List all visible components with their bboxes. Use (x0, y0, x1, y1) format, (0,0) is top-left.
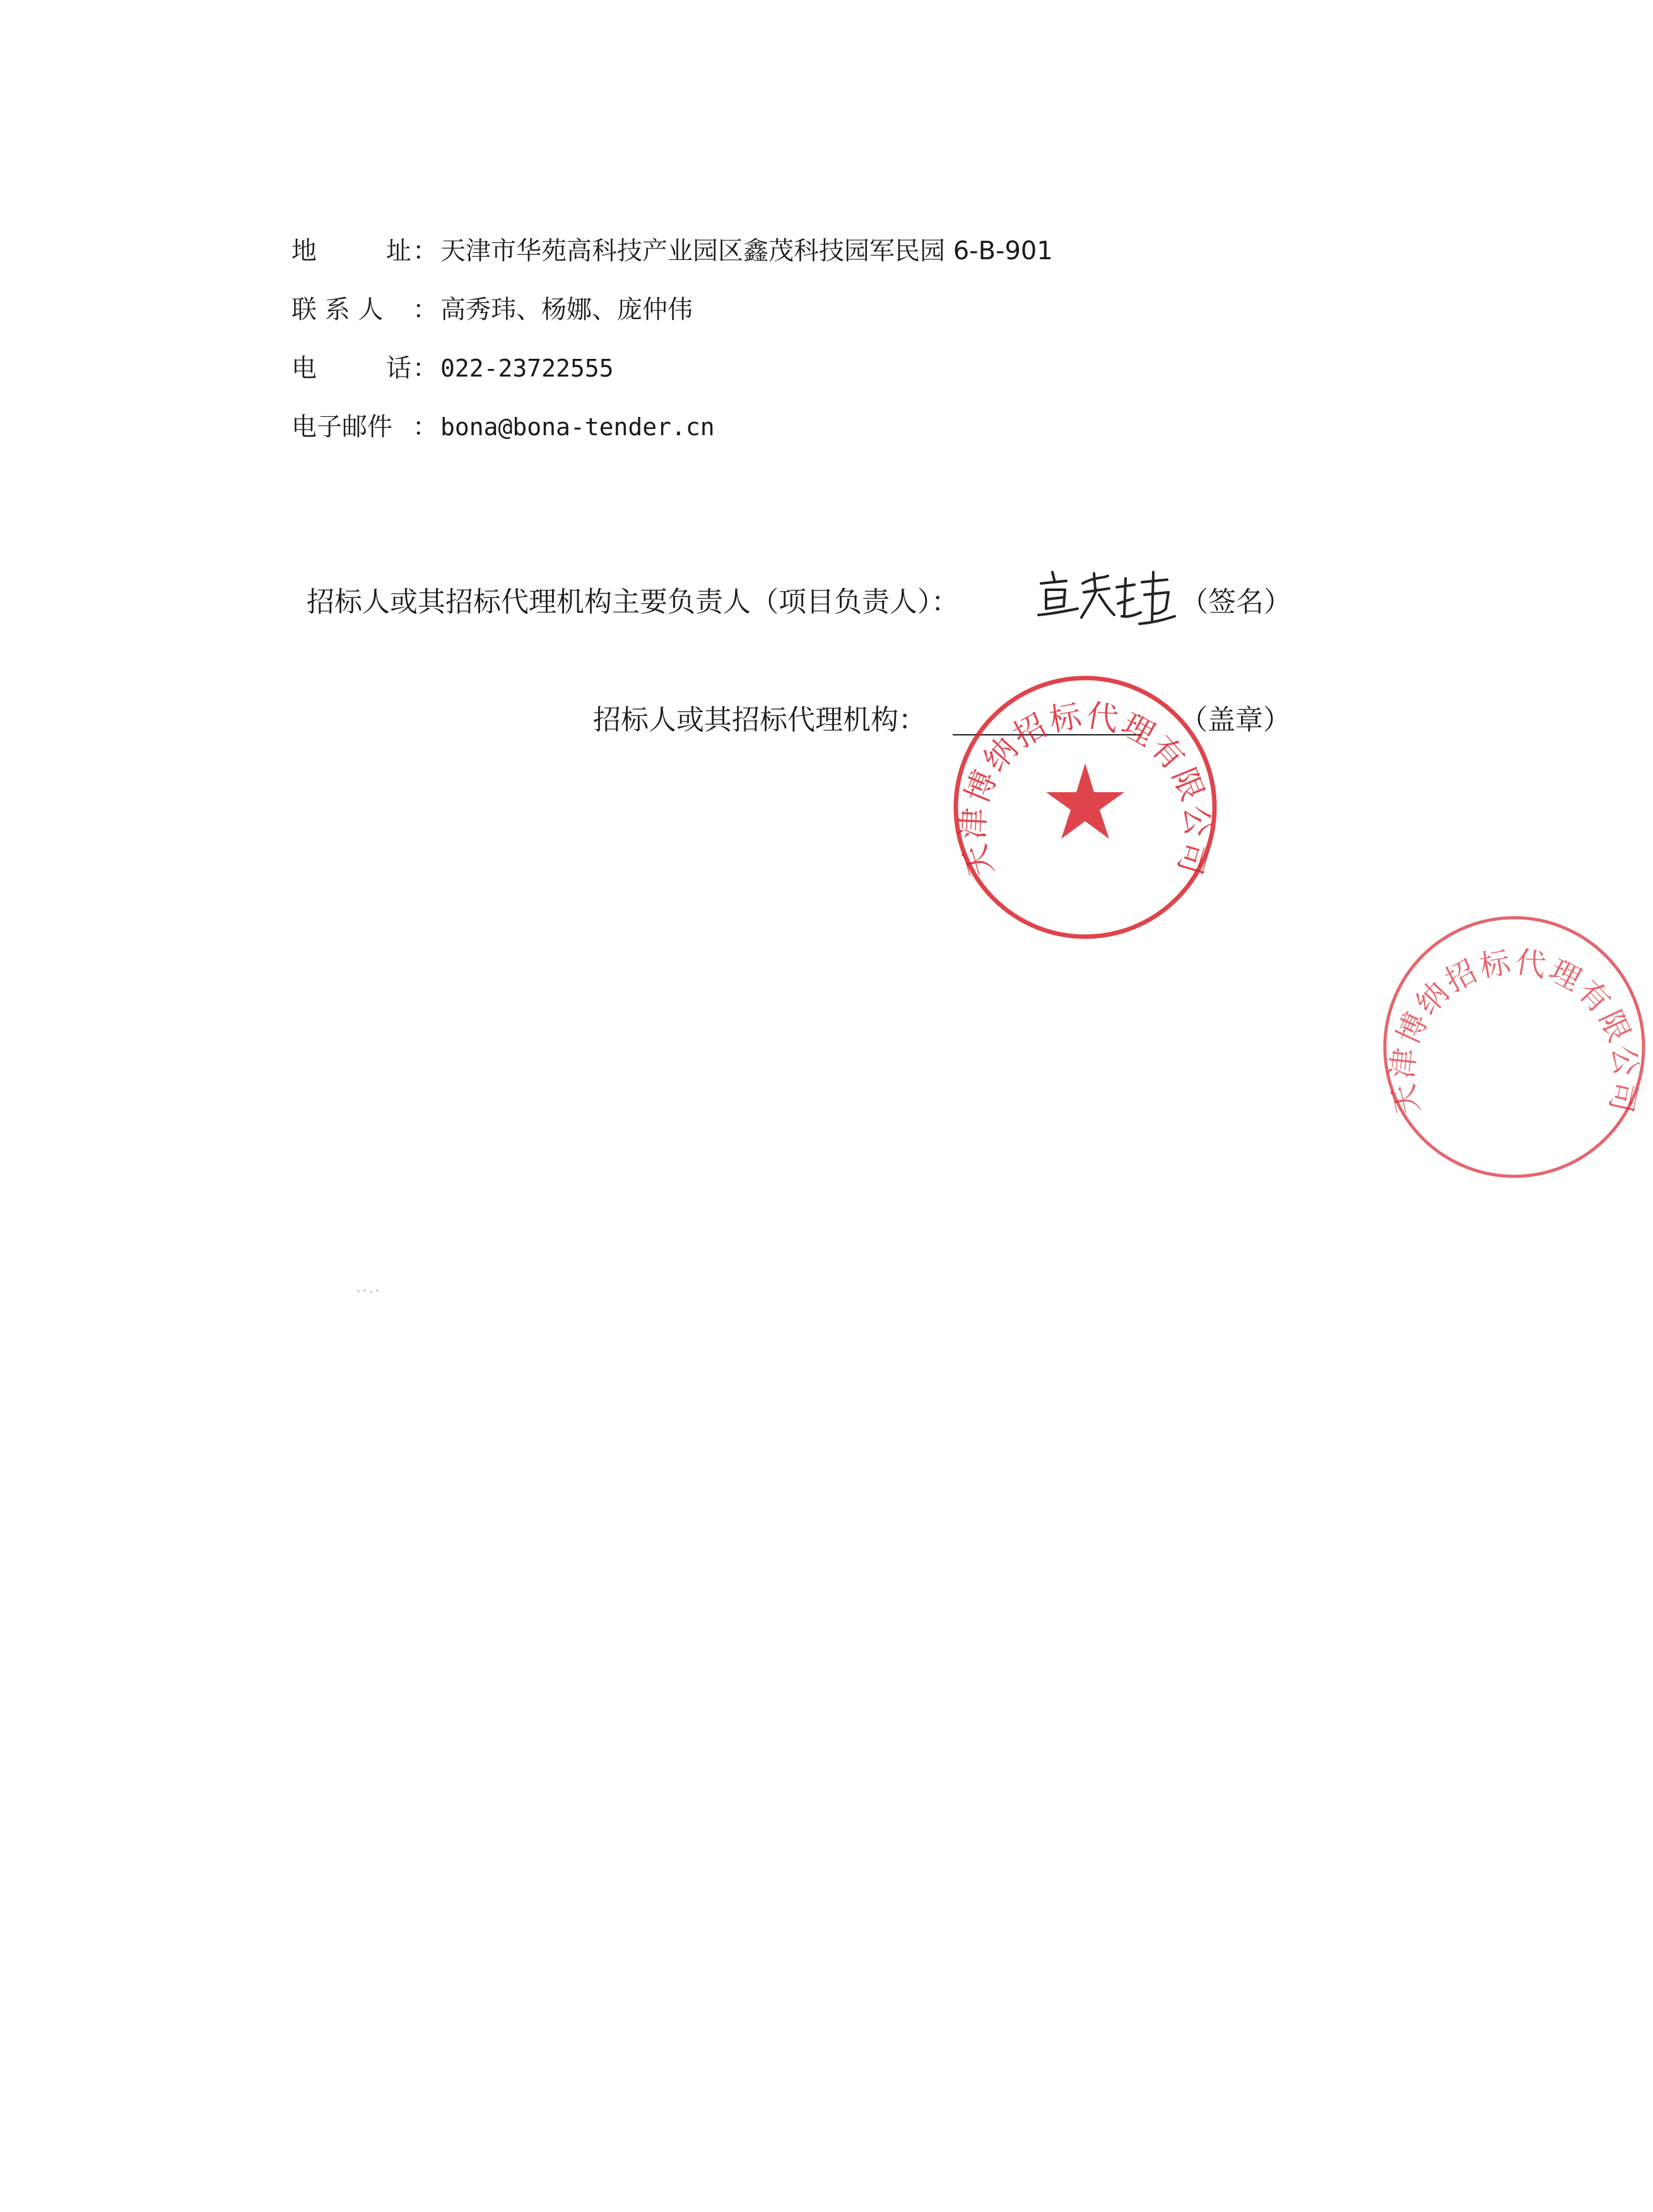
svg-text:天津博纳招标代理有限公司: 天津博纳招标代理有限公司 (1384, 944, 1644, 1118)
contact-person-label: 联 系 人 (291, 295, 384, 324)
seal-suffix: （盖章） (1180, 704, 1291, 736)
address-colon: ： (413, 237, 438, 266)
phone-label: 电 话 (291, 354, 411, 383)
scan-speck (353, 1287, 385, 1296)
handwritten-signature (1033, 565, 1179, 628)
phone-value: 022-23722555 (440, 354, 614, 382)
contact-person-colon: ： (413, 295, 438, 324)
phone-row (291, 351, 1175, 409)
address-row (291, 233, 1175, 292)
address-value: 天津市华苑高科技产业园区鑫茂科技园军民园 6-B-901 (440, 237, 1053, 266)
contact-person-row (291, 292, 1175, 351)
email-label: 电子邮件 (291, 413, 392, 442)
contact-info-block (291, 233, 1175, 468)
company-seal (946, 669, 1224, 946)
seal-line-label: 招标人或其招标代理机构： (593, 704, 926, 736)
svg-text:天津博纳招标代理有限公司: 天津博纳招标代理有限公司 (954, 696, 1216, 881)
address-label: 地 址 (291, 237, 411, 266)
email-colon: ： (413, 413, 438, 442)
contact-person-value: 高秀玮、杨娜、庞仲伟 (440, 295, 693, 324)
phone-colon: ： (413, 354, 438, 383)
email-value: bona@bona-tender.cn (440, 413, 715, 441)
email-row (291, 409, 1175, 468)
signature-line-label: 招标人或其招标代理机构主要负责人（项目负责人）： (307, 586, 959, 618)
partial-seal-edge (1375, 896, 1644, 1192)
signature-suffix: （签名） (1180, 586, 1291, 618)
